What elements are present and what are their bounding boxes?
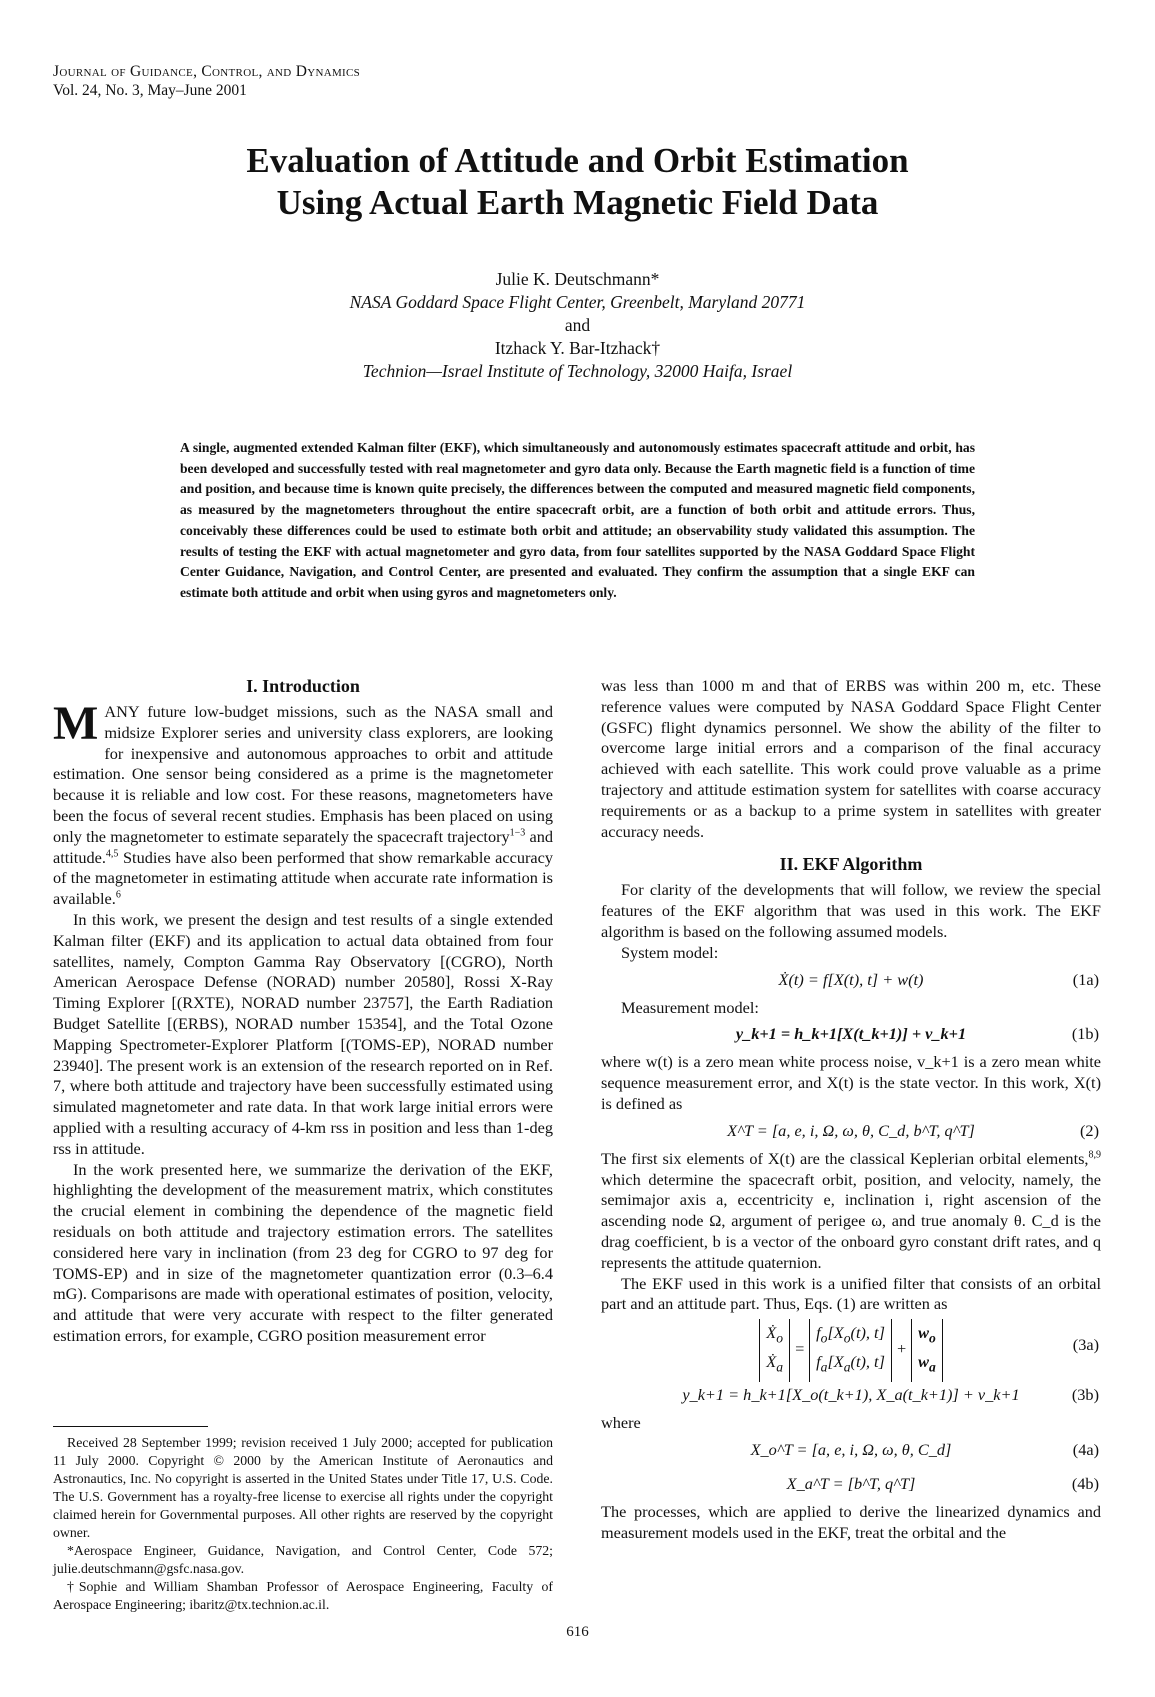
- drop-cap: M: [53, 697, 99, 750]
- author-and: and: [564, 315, 591, 335]
- eq-body: Ẋ$_o$ Ẋ$_a$ = $f_o[X_o(t)$, t] $f_a[X_a(t)$, $t] + w_o$ $w_a$: [601, 1319, 1101, 1382]
- eq-body: X^T = [a, e, i, Ω, ω, θ, C_d, b^T, q^T]: [727, 1120, 975, 1140]
- eq-number: (3b): [1071, 1385, 1099, 1405]
- system-model-label: System model:: [621, 942, 719, 962]
- equation-1a: [601, 964, 1101, 998]
- footnote-divider: [53, 1426, 208, 1427]
- keplerian-paragraph-rest: which determine the spacecraft orbit, position, and velocity, namely, the semimajor axis a, eccentricity e, inclination i, right ascension of the ascending node Ω, argument of perigee ω, and true anomaly θ. C_d is the drag coefficient, b is a vector of the onboard gyro constant drift rates, and q represents the attitude quaternion.: [601, 1169, 1101, 1272]
- left-column: [53, 676, 553, 1347]
- page-number: 616: [566, 1624, 589, 1640]
- footnotes: [53, 1434, 553, 1614]
- section-1-heading: I. Introduction: [246, 676, 360, 696]
- eq-body: X_a^T = [b^T, q^T]: [786, 1473, 916, 1493]
- author-block: [0, 268, 1155, 383]
- affiliation-1: NASA Goddard Space Flight Center, Greenbelt, Maryland 20771: [349, 292, 806, 312]
- state-vector-derivative: Ẋ$_o$ Ẋ$_a$: [759, 1319, 790, 1382]
- eq-body: y_k+1 = h_k+1[X(t_k+1)] + v_k+1: [735, 1024, 967, 1044]
- footnote-author-2: †Sophie and William Shamban Professor of Aerospace Engineering, Faculty of Aerospace Engineering; ibaritz@tx.technion.ac.il.: [53, 1579, 553, 1612]
- dynamics-vector: $f_o[X_o(t)$, t] $f_a[X_a(t)$, t]: [809, 1319, 892, 1382]
- abstract: A single, augmented extended Kalman filter (EKF), which simultaneously and autonomously estimates spacecraft attitude and orbit, has been developed and successfully tested with real magnetometer and gyro data only. Because the Earth magnetic field is a function of time and position, and because time is known quite precisely, the differences between the computed and measured magnetic field components, as measured by the magnetometers throughout the entire spacecraft orbit, are a function of both orbit and attitude errors. Thus, conceivably these differences could be used to estimate both orbit and attitude; an observability study validated this assumption. The results of testing the EKF with actual magnetometer and gyro data, from four satellites supported by the NASA Goddard Space Flight Center Guidance, Navigation, and Control Center, are presented and evaluated. They confirm the assumption that a single EKF can estimate both attitude and orbit when using gyros and magnetometers only.: [180, 440, 975, 600]
- intro-p1-end: Studies have also been performed that show remarkable accuracy of the magnetometer in estimating attitude when accurate rate information is available.: [53, 847, 553, 909]
- journal-header: [53, 62, 360, 100]
- noise-vector: $w_o$ $w_a$: [911, 1319, 943, 1382]
- eq-body: y_k+1 = h_k+1[X_o(t_k+1), X_a(t_k+1)] + v_k+1: [682, 1385, 1020, 1405]
- journal-volume: Vol. 24, No. 3, May–June 2001: [53, 82, 247, 99]
- intro-p1-mid: and attitude.: [53, 826, 553, 867]
- author-2: Itzhack Y. Bar-Itzhack†: [494, 338, 661, 358]
- equation-3a: [601, 1315, 1101, 1379]
- ref-sup: 8,9: [1088, 1149, 1101, 1161]
- where-paragraph: where w(t) is a zero mean white process noise, v_k+1 is a zero mean white sequence measurement error, and X(t) is the state vector. In this work, X(t) is defined as: [601, 1052, 1101, 1113]
- measurement-model-label: Measurement model:: [621, 997, 759, 1017]
- equation-3b: [601, 1379, 1101, 1413]
- footnote-received: Received 28 September 1999; revision received 1 July 2000; accepted for publication 11 July 2000. Copyright © 2000 by the American Institute of Aeronautics and Astronautics, Inc. No copyright is asserted in the United States under Title 17, U.S. Code. The U.S. Government has a royalty-free license to exercise all rights under the copyright claimed herein for Governmental purposes. All other rights are reserved by the copyright owner.: [53, 1435, 553, 1540]
- equation-4b: [601, 1468, 1101, 1502]
- journal-name: Journal of Guidance, Control, and Dynamics: [53, 63, 361, 80]
- equation-1b: [601, 1018, 1101, 1052]
- ref-sup: 1−3: [509, 827, 526, 839]
- eq-number: (1b): [1071, 1024, 1099, 1044]
- eq-body: Ẋ(t) = f[X(t), t] + w(t): [778, 969, 924, 989]
- eq-number: (4a): [1072, 1439, 1099, 1459]
- continued-paragraph: was less than 1000 m and that of ERBS was within 200 m, etc. These reference values were computed by NASA Goddard Space Flight Center (GSFC) flight dynamics personnel. We show the ability of the filter to overcome large initial errors and a comparison of the final accuracy achieved with each satellite. This work could prove valuable as a prime trajectory and attitude estimation system for satellites with coarse accuracy requirements or as a backup to a prime system in satellites with greater accuracy needs.: [601, 676, 1101, 841]
- unified-filter-paragraph: The EKF used in this work is a unified filter that consists of an orbital part and an attitude part. Thus, Eqs. (1) are written as: [601, 1273, 1101, 1314]
- eq-number: (1a): [1072, 969, 1099, 989]
- eq-number: (4b): [1071, 1473, 1099, 1493]
- title-line-1: Evaluation of Attitude and Orbit Estimation: [246, 141, 909, 180]
- author-1: Julie K. Deutschmann*: [495, 269, 660, 289]
- eq-number: (3a): [1072, 1335, 1099, 1355]
- ref-sup: 4,5: [105, 848, 119, 860]
- eq-body: X_o^T = [a, e, i, Ω, ω, θ, C_d]: [750, 1439, 952, 1459]
- title-line-2: Using Actual Earth Magnetic Field Data: [276, 183, 879, 222]
- equation-2: [601, 1115, 1101, 1149]
- processes-paragraph: The processes, which are applied to derive the linearized dynamics and measurement models used in the EKF, treat the orbital and the: [601, 1501, 1101, 1542]
- ref-sup: 6: [115, 889, 121, 901]
- footnote-author-1: *Aerospace Engineer, Guidance, Navigation, and Control Center, Code 572; julie.deutschmann@gsfc.nasa.gov.: [53, 1543, 553, 1576]
- intro-p2: In this work, we present the design and test results of a single extended Kalman filter (EKF) and its application to actual data obtained from four satellites, namely, Compton Gamma Ray Observatory [(CGRO), North American Aerospace Defense (NORAD) number 20580], Rossi X-Ray Timing Explorer [(RXTE), NORAD number 23757], the Earth Radiation Budget Satellite [(ERBS), NORAD number 15354], and the Total Ozone Mapping Spectrometer-Explorer Platform [(TOMS-EP), NORAD number 23940]. The present work is an extension of the research reported on in Ref. 7, where both attitude and trajectory have been successfully estimated using simulated magnetometer and rate data. In that work large initial errors were applied with a resulting accuracy of 4-km rss in position and less than 1-deg rss in attitude.: [53, 909, 553, 1158]
- section-2-heading: II. EKF Algorithm: [779, 854, 923, 875]
- eq-number: (2): [1080, 1120, 1099, 1140]
- ekf-intro: For clarity of the developments that will follow, we review the special features of the EKF algorithm that was used in this work. The EKF algorithm is based on the following assumed models.: [601, 880, 1101, 941]
- where-label: where: [601, 1413, 641, 1433]
- right-column: [601, 676, 1101, 1544]
- affiliation-2: Technion—Israel Institute of Technology, 32000 Haifa, Israel: [362, 361, 793, 381]
- equation-4a: [601, 1434, 1101, 1468]
- intro-p3: In the work presented here, we summarize the derivation of the EKF, highlighting the development of the measurement matrix, which constitutes the crucial element in combining the dependence of the magnetic field residuals on both attitude and trajectory estimation errors. The satellites considered here vary in inclination (from 23 deg for CGRO to 97 deg for TOMS-EP) and in size of the magnetometer quantization error (0.3–6.4 mG). Comparisons are made with operational estimates of position, velocity, and attitude that were very accurate with respect to the filter generated estimation errors, for example, CGRO position measurement error: [53, 1159, 553, 1345]
- intro-p1: ANY future low-budget missions, such as the NASA small and midsize Explorer series and university class explorers, are looking for inexpensive and autonomous approaches to orbit and attitude estimation. One sensor being considered as a prime is the magnetometer because it is reliable and low cost. For these reasons, magnetometers have been the focus of several recent studies. Emphasis has been placed on using only the magnetometer to estimate separately the spacecraft trajectory: [53, 702, 553, 846]
- paper-title: [0, 140, 1155, 224]
- keplerian-paragraph: The first six elements of X(t) are the classical Keplerian orbital elements,: [601, 1148, 1089, 1168]
